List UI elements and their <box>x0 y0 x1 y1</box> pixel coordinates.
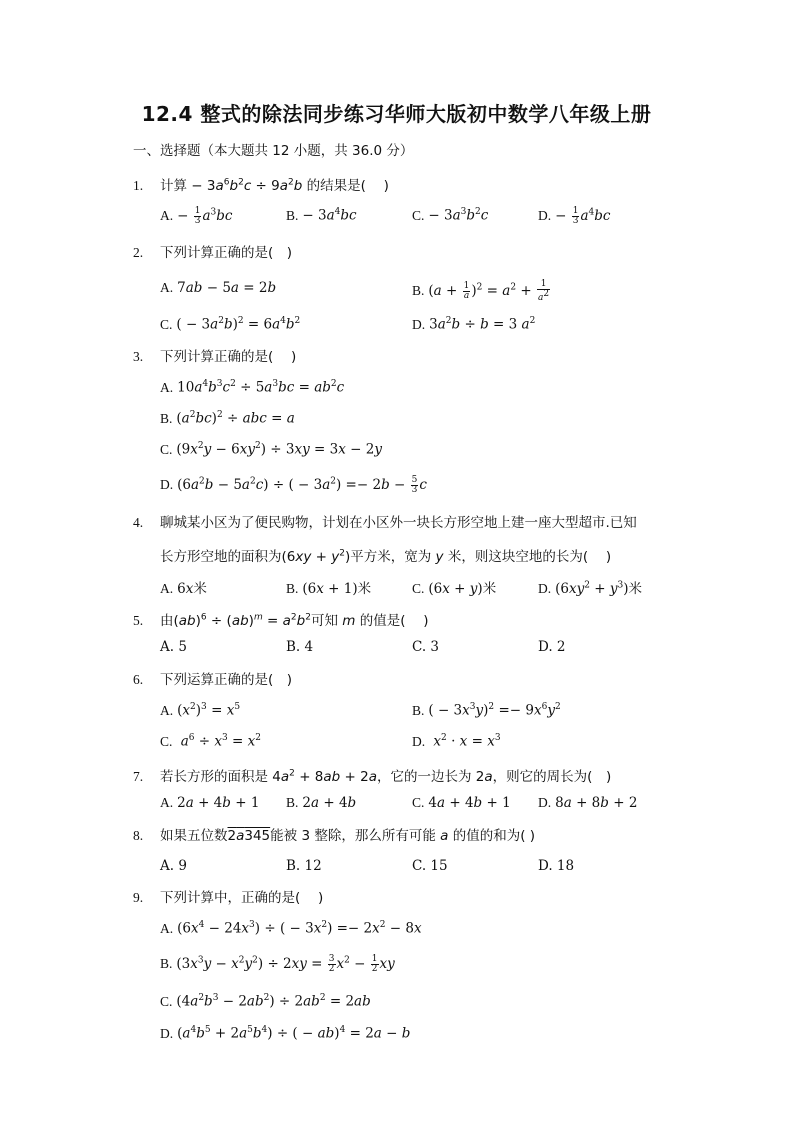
option-6c[interactable]: C. $a^6 \div x^3 = x^2$ <box>160 733 262 750</box>
option-2a[interactable]: A. 7ab − 5a = 2b <box>160 280 277 296</box>
option-9a[interactable]: A. $(6x^4 - 24x^3)$ ÷ ( − $3x^2) =- 2x^2 - 8x$ <box>160 920 422 937</box>
option-1c[interactable]: C. − $3a^3b^2c$ <box>412 207 489 224</box>
option-1b[interactable]: B. − $3a^4bc$ <box>286 207 357 224</box>
question-number: 5. <box>133 612 144 628</box>
option-3a[interactable]: A. $10a^4b^3c^2 \div 5a^3bc = ab^2c$ <box>160 379 345 396</box>
page-title: 12.4 整式的除法同步练习华师大版初中数学八年级上册 <box>141 102 652 126</box>
option-6a[interactable]: A. $(x^2)^3 = x^5$ <box>160 702 241 719</box>
option-5d[interactable]: D. 2 <box>538 639 566 655</box>
question-4 <box>133 513 637 533</box>
question-6 <box>133 670 292 690</box>
option-5a[interactable]: A. 5 <box>160 639 187 655</box>
option-7b[interactable]: B. 2a + 4b <box>286 795 357 811</box>
question-number: 3. <box>133 349 144 364</box>
option-4b[interactable]: B. (6x + 1)米 <box>286 581 372 597</box>
question-8 <box>133 826 535 846</box>
option-5c[interactable]: C. 3 <box>412 639 440 655</box>
option-3d[interactable]: D. $(6a^2b - 5a^2c)$ ÷ ( − $3a^2) =- 2b$ − $\frac{5}{3}$ c <box>160 475 427 495</box>
option-1a[interactable]: A. − $\frac{1}{3}$ $a^3bc$ <box>160 206 233 226</box>
option-2d[interactable]: D. $3a^2b \div b = 3$ $a^2$ <box>412 316 536 333</box>
question-text: 下列计算正确的是( ) <box>160 245 293 261</box>
option-4a[interactable]: A. 6x米 <box>160 581 207 597</box>
question-7 <box>133 763 611 787</box>
question-number: 8. <box>133 828 144 843</box>
option-6b[interactable]: B. ( − $3x^3y)^2 =- 9x^6y^2$ <box>412 702 561 719</box>
option-3b[interactable]: B. $(a^2bc)^2$ ÷ abc = a <box>160 410 295 427</box>
option-7c[interactable]: C. 4a + 4b + 1 <box>412 795 511 811</box>
question-number: 7. <box>133 768 144 784</box>
option-6d[interactable]: D. $x^2 \cdot x = x^3$ <box>412 733 501 750</box>
option-4c[interactable]: C. (6x + y)米 <box>412 581 497 597</box>
question-number: 6. <box>133 672 144 687</box>
question-4-line2: 长方形空地的面积为$(6xy + y^2)$平方米，宽为 y 米，则这块空地的长为( ) <box>160 548 612 565</box>
question-text: 计算 − $3a^6b^2c \div 9a^2b$ 的结果是( ) <box>160 177 389 194</box>
question-text: 下列计算中，正确的是( ) <box>160 890 324 906</box>
question-number: 2. <box>133 245 144 260</box>
question-text: 聊城某小区为了便民购物，计划在小区外一块长方形空地上建一座大型超市.已知 <box>160 515 637 531</box>
option-9c[interactable]: C. $(4a^2b^3 - 2ab^2) \div 2ab^2 = 2ab$ <box>160 993 371 1010</box>
section-heading: 一、选择题（本大题共 12 小题，共 36.0 分） <box>133 143 414 159</box>
option-8c[interactable]: C. 15 <box>412 858 448 874</box>
question-text: 由$(ab)^6 \div (ab)^m = a^2b^2$可知 m 的值是( ) <box>160 612 429 629</box>
option-2b[interactable]: B. (a + $\frac{1}{a}$ )$^2 = a^2$ + $\frac{1}{a^2}$ <box>412 279 550 303</box>
option-8b[interactable]: B. 12 <box>286 858 322 874</box>
option-8d[interactable]: D. 18 <box>538 858 575 874</box>
question-text: 下列计算正确的是( ) <box>160 349 297 365</box>
question-3 <box>133 347 296 367</box>
question-9 <box>133 888 323 908</box>
question-5 <box>133 607 429 631</box>
option-1d[interactable]: D. − $\frac{1}{3}$ $a^4bc$ <box>538 206 611 226</box>
question-number: 9. <box>133 890 144 905</box>
question-2 <box>133 243 292 263</box>
option-2c[interactable]: C. ( − $3a^2b)^2 = 6a^4b^2$ <box>160 316 301 333</box>
question-1 <box>133 172 389 196</box>
question-number: 4. <box>133 515 144 530</box>
question-text: 若长方形的面积是 $4a^2 + 8ab + 2a$，它的一边长为 2a，则它的周长为( ) <box>160 768 612 785</box>
option-7a[interactable]: A. 2a + 4b + 1 <box>160 795 260 811</box>
option-8a[interactable]: A. 9 <box>160 858 187 874</box>
option-9b[interactable]: B. $(3x^3y - x^2y^2) \div 2xy$ = $\frac{3}{2}$ $x^2$ − $\frac{1}{2}$ xy <box>160 954 395 974</box>
option-5b[interactable]: B. 4 <box>286 639 314 655</box>
question-text: 下列运算正确的是( ) <box>160 672 293 688</box>
option-3c[interactable]: C. $(9x^2y - 6xy^2) \div 3xy = 3x - 2y$ <box>160 441 382 458</box>
question-number: 1. <box>133 177 144 193</box>
option-7d[interactable]: D. 8a + 8b + 2 <box>538 795 638 811</box>
option-9d[interactable]: D. $(a^4b^5 + 2a^5b^4)$ ÷ ( − ab)$^4$ = 2a − b <box>160 1025 411 1042</box>
question-text: 如果五位数2a345能被 3 整除，那么所有可能 a 的值的和为( ) <box>160 828 536 844</box>
option-4d[interactable]: D. $(6xy^2 + y^3)$米 <box>538 580 643 597</box>
